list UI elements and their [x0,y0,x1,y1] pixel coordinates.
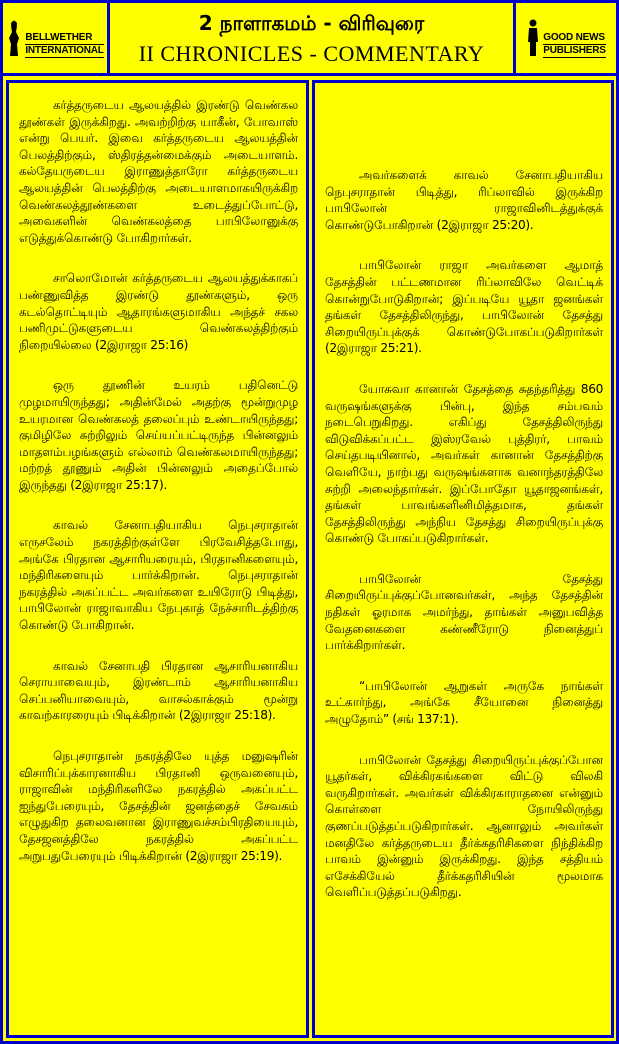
bellwether-ram-icon [6,18,22,58]
logo-left-line1: BELLWETHER [25,32,103,45]
paragraph: யோசுவா கானான் தேசத்தை சுதந்தரித்து 860 வருஷங்களுக்கு பின்பு, இந்த சம்பவம் நடைபெறுகிறது. எகிப்து தேசத்திலிருந்து விடுவிக்கப்பட்ட இஸ்ரவேல் புத்திரர், பாவம் செய்தபடியினால், அவர்கள் கானான் தேசத்திற்கு வெளியே, நாற்பது வருஷங்களாக வனாந்தரத்திலே சுற்றி அலைந்தார்கள். இப்போதோ யூதாஜனங்கள், தங்கள் பாவங்களினிமித்தமாக, தங்கள் தேசத்திலிருந்து அந்நிய தேசத்து சிறையிருப்புக்கு கொண்டு போகப்படுகிறார்கள். [325,381,603,546]
page-title-tamil: 2 நாளாகமம் - விரிவுரை [198,11,425,35]
paragraph: காவல் சேனாபதியாகிய நெபுசராதான் எருசலேம் நகரத்திற்குள்ளே பிரவேசித்தபோது, அங்கே பிரதான ஆசாரியரையும், பிரதானிகளையும், மந்திரிகளையும் பார்க்கிறான். நெபுசராதான் நகரத்தில் அகப்பட்ட அவர்களை உயிரோடு பிடித்து, பாபிலோன் ராஜாவாகிய நேபுகாத் நேச்சாரிடத்திற்கு கொண்டு போகிறான். [19,518,298,633]
good-news-figure-icon [526,18,540,58]
paragraph: நெபுசராதான் நகரத்திலே யுத்த மனுஷரின் விசாரிப்புக்காரனாகிய பிரதானி ஒருவனையும், ராஜாவின் மந்திரிகளிலே நகரத்தில் அகப்பட்ட ஐந்துபேரையும், தேசத்தின் ஜனத்தைச் சேவகம் எழுதுகிற தலைவனான இராணுவச்சம்பிரதியையும், தேசஜனத்திலே நகரத்தில் அகப்பட்ட அறுபதுபேரையும் பிடிக்கிறான் (2இராஜா 25:19). [19,749,298,863]
paragraph: காவல் சேனாபதி பிரதான ஆசாரியனாகிய செராயாவையும், இரண்டாம் ஆசாரியனாகிய செப்பனியாவையும், வாசல்காக்கும் மூன்று காவற்காரரையும் பிடிக்கிறான் (2இராஜா 25:18). [19,658,298,723]
paragraph: “பாபிலோன் ஆறுகள் அருகே நாங்கள் உட்கார்ந்து, அங்கே சீயோனை நினைத்து அழுதோம்” (சங் 137:1). [325,678,603,727]
commentary-columns [3,76,616,1041]
page-title-english: II CHRONICLES - COMMENTARY [138,41,485,66]
paragraph: சாலொமோன் கர்த்தருடைய ஆலயத்துக்காகப் பண்ணுவித்த இரண்டு தூண்களும், ஒரு கடல்தொட்டியும் ஆதாரங்களுமாகிய அந்தச் சகல பணிமுட்டுகளுடைய வெண்கலத்திற்கும் நிறையில்லை (2இராஜா 25:16) [19,271,298,352]
paragraph: பாபிலோன் தேசத்து சிறையிருப்புக்குப்போனவர்கள், அந்த தேசத்தின் நதிகள் ஓரமாக அமர்ந்து, தாங்கள் அனுபவித்த வேதனைகளை கண்ணீரோடு நினைத்துப் பார்க்கிறார்கள். [325,571,603,653]
header [3,3,616,76]
bellwether-logo [3,3,110,73]
paragraph: ஒரு தூணின் உயரம் பதினெட்டு முழமாயிருந்தது; அதின்மேல் அதற்கு மூன்றுமுழ உயரமான வெண்கலத் தலைப்பும் உண்டாயிருந்தது; குமிழிலே சுற்றிலும் செய்யப்பட்டிருந்த பின்னலும் மாதளம்பழங்களும் எல்லாம் வெண்கலமாயிருந்தது; மற்றத் தூணும் அதின் பின்னலும் அதைப்போல் இருந்தது (2இராஜா 25:17). [19,378,298,492]
logo-right-line2: PUBLISHERS [543,45,606,56]
logo-left-line2: INTERNATIONAL [25,45,104,56]
paragraph: பாபிலோன் ராஜா அவர்களை ஆமாத் தேசத்தின் பட்டணமான ரிப்லாவிலே வெட்டிக் கொன்றுபோடுகிறான்; இப்படியே யூதா ஜனங்கள் தங்கள் தேசத்திலிருந்து, பாபிலோன் தேசத்து சிறையிருப்புக்குக் கொண்டுபோகப்படுகிறார்கள் (2இராஜா 25:21). [325,258,603,356]
logo-right-line1: GOOD NEWS [543,32,605,43]
paragraph: அவர்களைக் காவல் சேனாபதியாகிய நெபுசராதான் பிடித்து, ரிப்லாவில் இருக்கிற பாபிலோன் ராஜாவினிடத்துக்குக் கொண்டுபோகிறான் (2இராஜா 25:20). [325,168,603,232]
paragraph: பாபிலோன் தேசத்து சிறையிருப்புக்குப்போன யூதர்கள், விக்கிரகங்களை விட்டு விலகி வருகிறார்கள். அவர்கள் விக்கிரகாராதனை என்னும் கொள்ளை நோயிலிருந்து குணப்படுத்தப்படுகிறார்கள். ஆனாலும் அவர்கள் மனதிலே கர்த்தருடைய தீர்க்கதரிசிகளை நிந்திக்கிற பாவம் இன்னும் இருக்கிறது. இந்த சத்தியம் எசேக்கியேல் தீர்க்கதரிசியின் மூலமாக வெளிப்படுத்தப்படுகிறது. [325,752,603,900]
good-news-logo [513,3,616,73]
title-block [110,3,513,73]
right-column [312,80,614,1038]
left-column [6,80,309,1038]
paragraph: கர்த்தருடைய ஆலயத்தில் இரண்டு வெண்கல தூண்கள் இருக்கிறது. அவற்றிற்கு யாகீன், போவாஸ் என்று பெயர். இவை கர்த்தருடைய ஆலயத்தின் பெலத்திற்கும், ஸ்திரத்தன்மைக்கும் அடையாளம். கல்தேயருடைய இராணுத்தாரோ கர்த்தருடைய ஆலயத்தின் பெலத்திற்கு அடையாளமாகயிருக்கிற வெண்கலத்தூண்களை உடைத்துப்போட்டு, அவைகளின் வெண்கலத்தை பாபிலோனுக்கு எடுத்துக்கொண்டு போகிறார்கள். [19,98,298,245]
